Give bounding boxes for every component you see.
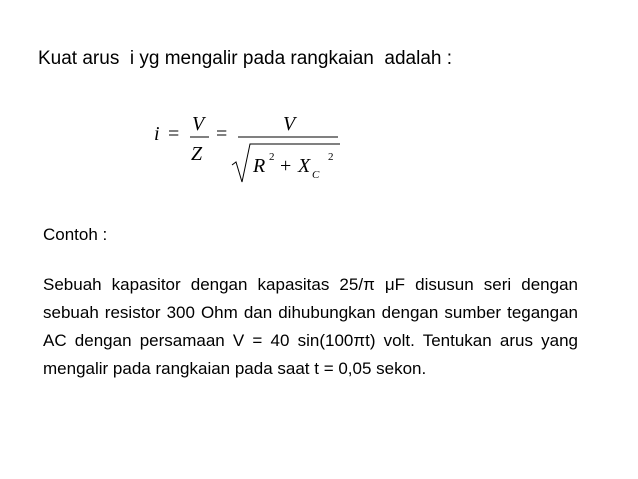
formula-plus: + (280, 155, 292, 177)
formula-xc-exponent: 2 (328, 151, 334, 163)
formula-r: R (253, 155, 266, 177)
formula-equals-1: = (168, 123, 180, 145)
formula-graphic (150, 110, 350, 190)
formula-heading: Kuat arus i yg mengalir pada rangkaian adalah : (38, 48, 453, 69)
problem-text: Sebuah kapasitor dengan kapasitas 25/π μF disusun seri dengan sebuah resistor 300 Ohm dan dihubungkan dengan sumber tegangan AC dengan persamaan V = 40 sin(100πt) volt. Tentukan arus yang mengalir pada rangkaian pada saat t = 0,05 sekon. (43, 275, 578, 378)
formula-x: X (298, 155, 311, 177)
example-label: Contoh : (43, 225, 108, 244)
formula-v1: V (192, 113, 205, 135)
formula-i: i (154, 123, 160, 145)
formula-equals-2: = (216, 123, 228, 145)
formula-c-subscript: C (312, 169, 320, 181)
formula-z: Z (191, 143, 203, 165)
formula-r-exponent: 2 (269, 151, 275, 163)
current-formula (150, 110, 350, 190)
formula-v2: V (283, 113, 296, 135)
